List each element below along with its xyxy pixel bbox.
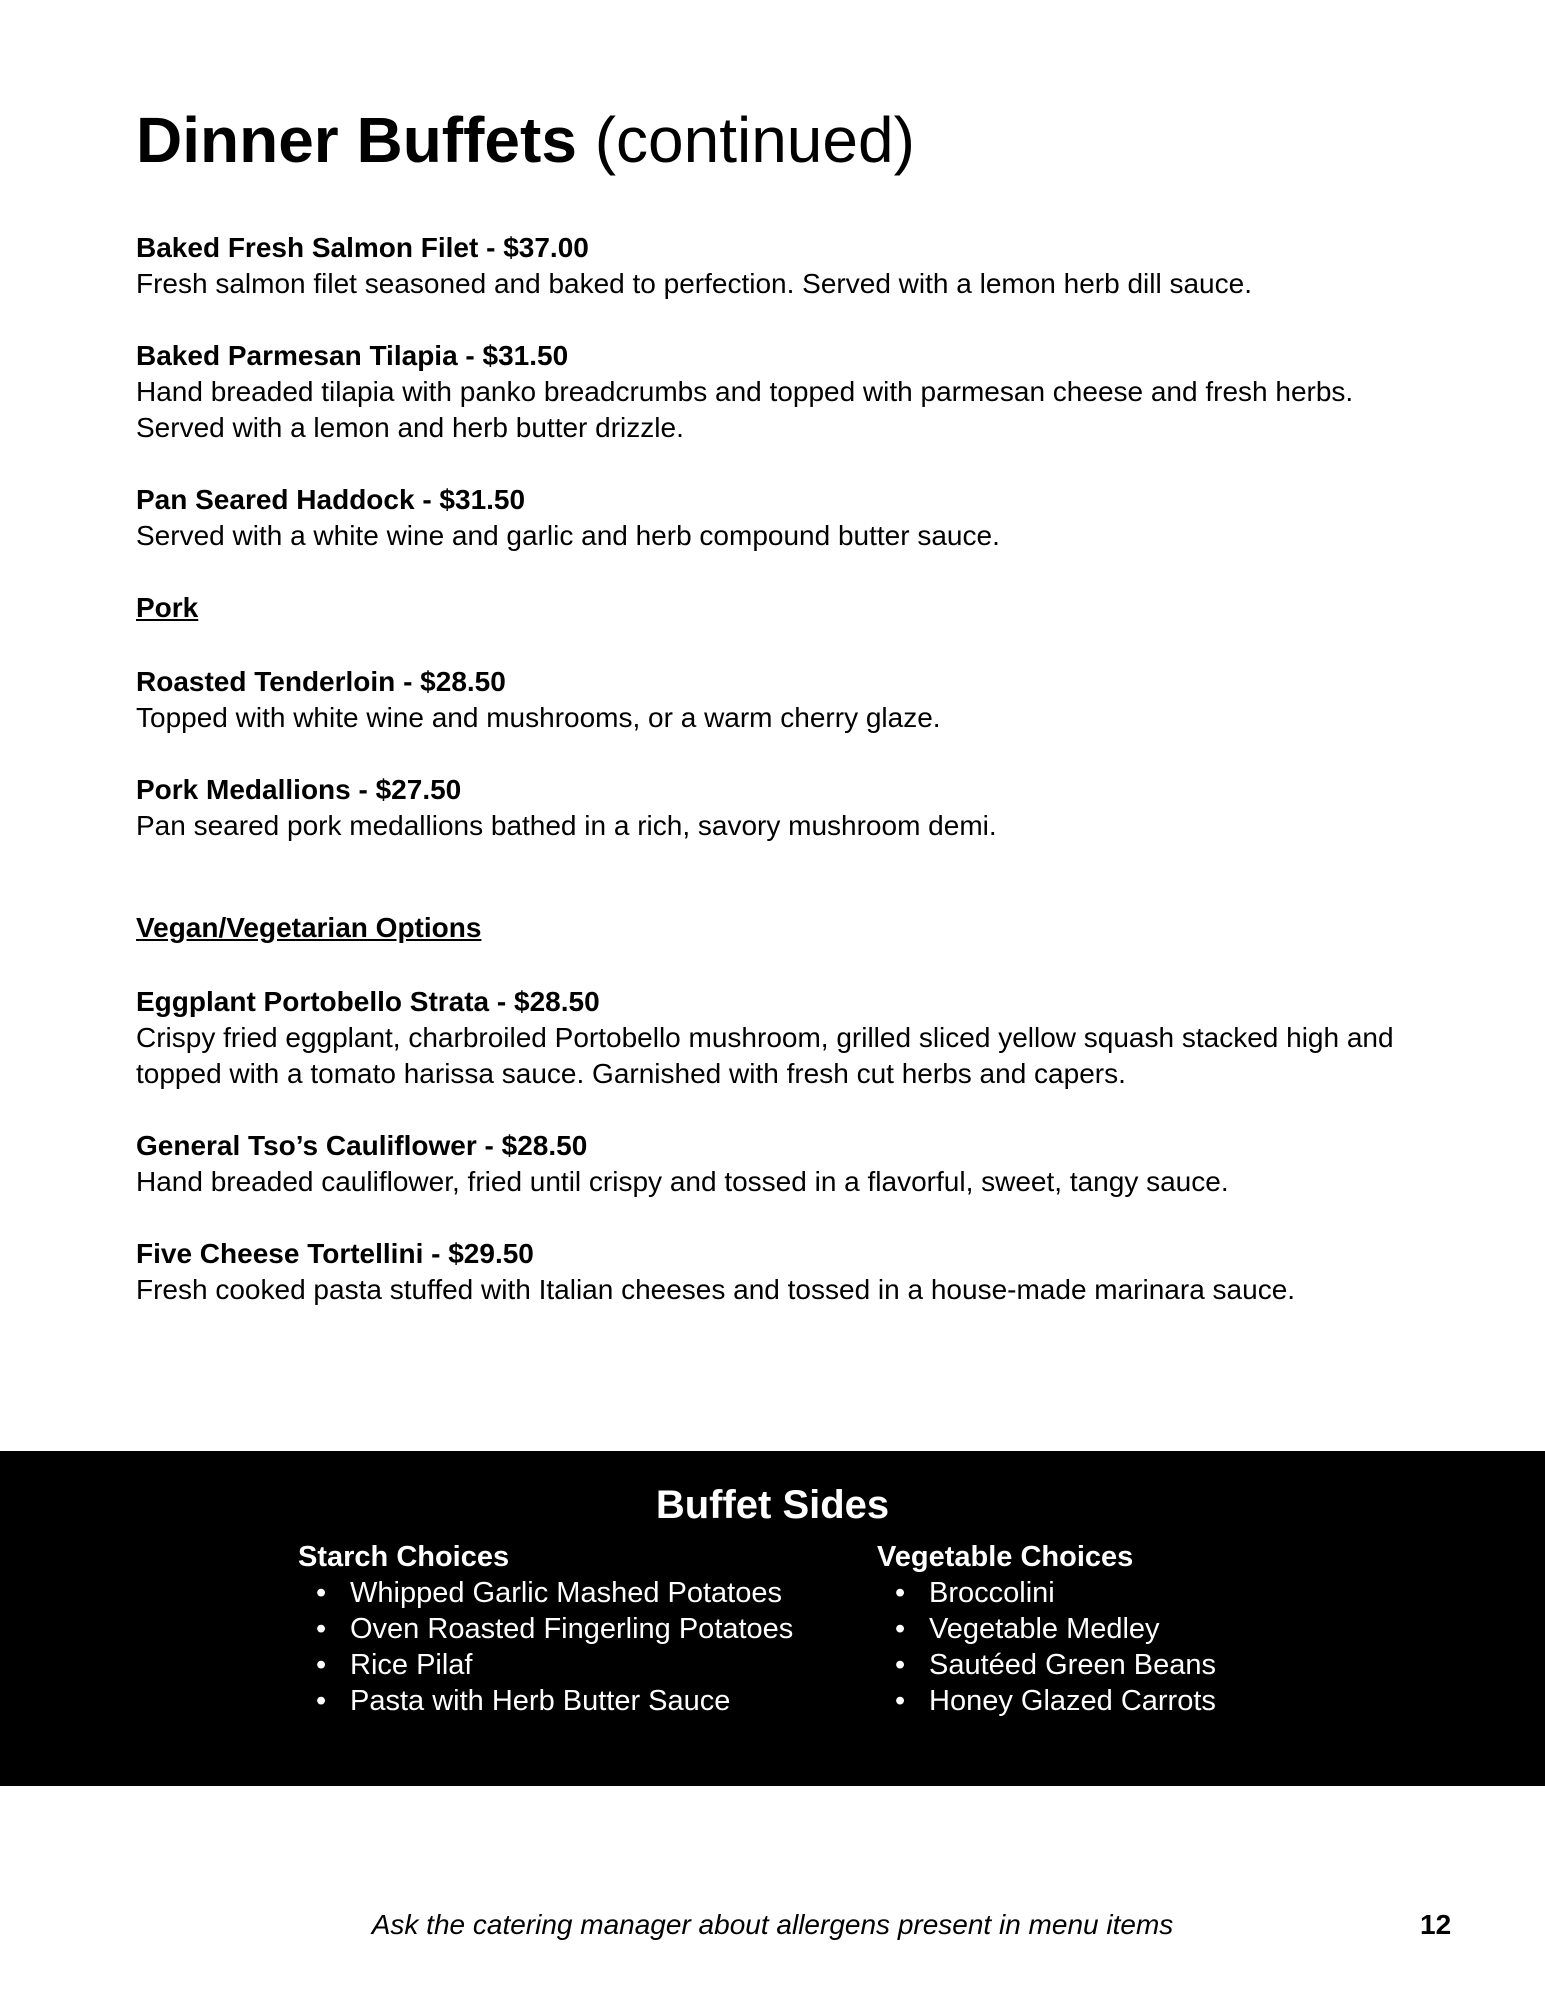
menu-item-tortellini (136, 1236, 1436, 1308)
menu-item-tenderloin (136, 664, 1436, 736)
section-heading-pork: Pork (136, 592, 199, 623)
list-item-label: Pasta with Herb Butter Sauce (350, 1685, 731, 1717)
page-title (136, 100, 915, 180)
starch-choices-title: Starch Choices (298, 1541, 510, 1573)
menu-item-name: Five Cheese Tortellini - $29.50 (136, 1238, 534, 1269)
menu-item-strata (136, 984, 1436, 1092)
list-item (877, 1647, 1216, 1683)
menu-item-tilapia (136, 338, 1436, 446)
bullet-icon: • (316, 1613, 327, 1645)
buffet-sides-title: Buffet Sides (655, 1483, 890, 1527)
section-heading-vegan: Vegan/Vegetarian Options (136, 912, 482, 943)
menu-item-name: Baked Parmesan Tilapia - $31.50 (136, 340, 569, 371)
list-item (298, 1683, 793, 1719)
bullet-icon: • (895, 1649, 906, 1681)
menu-item-name: Pork Medallions - $27.50 (136, 774, 462, 805)
menu-item-description: Served with a white wine and garlic and herb compound butter sauce. (136, 520, 1000, 551)
list-item-label: Oven Roasted Fingerling Potatoes (350, 1613, 794, 1645)
allergen-note: Ask the catering manager about allergens present in menu items (371, 1909, 1174, 1940)
bullet-icon: • (316, 1577, 327, 1609)
bullet-icon: • (895, 1577, 906, 1609)
buffet-sides-panel (0, 1451, 1545, 1786)
menu-item-description: Crispy fried eggplant, charbroiled Portobello mushroom, grilled sliced yellow squash stacked high and topped with a tomato harissa sauce. Garnished with fresh cut herbs and capers. (136, 1022, 1394, 1089)
menu-item-salmon (136, 230, 1436, 302)
list-item-label: Whipped Garlic Mashed Potatoes (350, 1577, 782, 1609)
menu-item-description: Hand breaded tilapia with panko breadcrumbs and topped with parmesan cheese and fresh herbs. Served with a lemon and herb butter drizzle. (136, 376, 1354, 443)
menu-item-description: Topped with white wine and mushrooms, or a warm cherry glaze. (136, 702, 941, 733)
list-item (877, 1683, 1216, 1719)
menu-item-name: Eggplant Portobello Strata - $28.50 (136, 986, 600, 1017)
page-title-main: Dinner Buffets (136, 104, 577, 176)
list-item-label: Vegetable Medley (929, 1613, 1160, 1645)
menu-item-haddock (136, 482, 1436, 554)
list-item (298, 1575, 793, 1611)
bullet-icon: • (895, 1613, 906, 1645)
menu-item-description: Pan seared pork medallions bathed in a rich, savory mushroom demi. (136, 810, 997, 841)
menu-item-description: Fresh cooked pasta stuffed with Italian cheeses and tossed in a house-made marinara sauce. (136, 1274, 1296, 1305)
menu-item-name: Pan Seared Haddock - $31.50 (136, 484, 526, 515)
vegetable-choices-title: Vegetable Choices (877, 1541, 1134, 1573)
bullet-icon: • (316, 1685, 327, 1717)
list-item (298, 1611, 793, 1647)
vegetable-list (877, 1575, 1216, 1719)
list-item (877, 1611, 1216, 1647)
menu-item-description: Fresh salmon filet seasoned and baked to perfection. Served with a lemon herb dill sauce. (136, 268, 1252, 299)
starch-list (298, 1575, 793, 1719)
list-item (298, 1647, 793, 1683)
page-number: 12 (1420, 1909, 1452, 1940)
menu-item-description: Hand breaded cauliflower, fried until crispy and tossed in a flavorful, sweet, tangy sauce. (136, 1166, 1229, 1197)
menu-item-name: General Tso’s Cauliflower - $28.50 (136, 1130, 588, 1161)
vegetable-choices (877, 1539, 1216, 1719)
menu-item-cauliflower (136, 1128, 1436, 1200)
starch-choices (298, 1539, 793, 1719)
list-item-label: Broccolini (929, 1577, 1055, 1609)
bullet-icon: • (895, 1685, 906, 1717)
list-item-label: Honey Glazed Carrots (929, 1685, 1216, 1717)
page-title-suffix: (continued) (576, 104, 915, 176)
bullet-icon: • (316, 1649, 327, 1681)
list-item (877, 1575, 1216, 1611)
list-item-label: Rice Pilaf (350, 1649, 473, 1681)
menu-item-pork-medallions (136, 772, 1436, 844)
menu-item-name: Baked Fresh Salmon Filet - $37.00 (136, 232, 589, 263)
menu-item-name: Roasted Tenderloin - $28.50 (136, 666, 506, 697)
list-item-label: Sautéed Green Beans (929, 1649, 1216, 1681)
menu-content (136, 230, 1436, 1344)
